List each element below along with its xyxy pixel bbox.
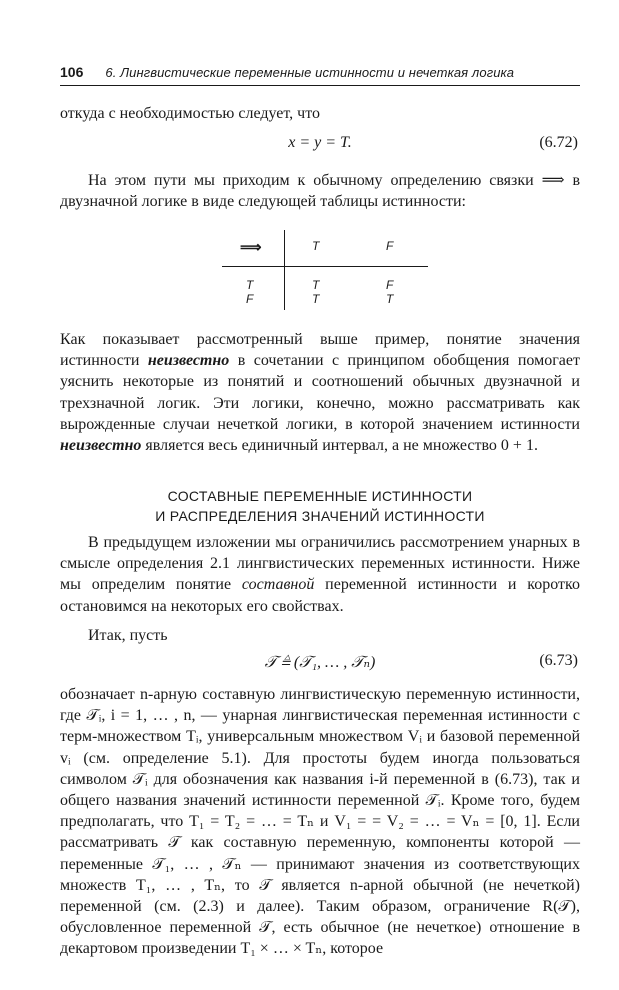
section-title <box>60 486 580 526</box>
equation-6-72 <box>60 134 580 156</box>
equation-6-73 <box>60 652 580 674</box>
equation-number: (6.73) <box>539 652 578 669</box>
paragraph-3 <box>60 532 580 617</box>
term-unknown: неизвестно <box>147 352 230 370</box>
table-header-t: T <box>312 239 320 253</box>
table-horizontal-rule <box>222 266 428 267</box>
running-title: 6. Лингвистические переменные истинности и нечеткая логика <box>105 65 515 80</box>
paragraph-2 <box>60 329 580 456</box>
table-cell: F <box>246 292 254 306</box>
table-cell: T <box>312 292 320 306</box>
paragraph-3-part-2: переменной истинности и коротко остановимся на некоторых его свойствах. <box>60 576 581 615</box>
paragraph-2-part-2: в сочетании с принципом обобщения помогает уяснить некоторые из понятий и соотношений обычных двузначной и трехзначной логик. Эти логики, конечно, можно рассматривать как вырожденные случаи нечеткой логики, в которой значением истинности <box>60 352 580 433</box>
running-header <box>60 64 580 80</box>
table-cell: F <box>386 278 394 292</box>
term-composite: составной <box>241 576 315 594</box>
table-header-f: F <box>386 239 394 253</box>
paragraph-3-part-1: В предыдущем изложении мы ограничились рассмотрением унарных в смысле определения 2.1 лингвистических переменных истинности. Ниже мы определим понятие <box>60 534 580 594</box>
table-cell: T <box>312 278 320 292</box>
header-rule <box>60 85 580 86</box>
table-cell: T <box>386 292 394 306</box>
intro-line: откуда с необходимостью следует, что <box>60 105 320 122</box>
paragraph-2-part-1: Как показывает рассмотренный выше пример, понятие значения истинности <box>60 331 580 370</box>
table-cell: T <box>246 278 254 292</box>
page-number: 106 <box>60 64 84 80</box>
term-unknown: неизвестно <box>60 437 142 455</box>
equation-formula: 𝒯 ≜ (𝒯₁, … , 𝒯ₙ) <box>264 654 376 671</box>
paragraph-2-part-3: является весь единичный интервал, а не множество 0 + 1. <box>141 437 538 455</box>
paragraph-5: обозначает n-арную составную лингвистическую переменную истинности, где 𝒯ᵢ, i = 1, … , n, — унарная лингвистическая переменная истинности с терм-множеством Tᵢ, универсальным множеством Vᵢ и базовой переменной vᵢ (см. определение 5.1). Для простоты будем иногда пользоваться символом 𝒯ᵢ для обозначения как названия i-й переменной в (6.73), так и общего названия значений истинности переменной 𝒯ᵢ. Кроме того, будем предполагать, что T₁ = T₂ = … = Tₙ и V₁ = = V₂ = … = Vₙ = [0, 1]. Если рассматривать 𝒯 как составную переменную, компоненты которой — переменные 𝒯₁, … , 𝒯ₙ — принимают значения из соответствующих множеств T₁, … , Tₙ, то 𝒯 является n-арной обычной (не нечеткой) переменной (см. (2.3) и далее). Таким образом, ограничение R(𝒯), обусловленное переменной 𝒯, есть обычное (не нечеткое) отношение в декартовом произведении T₁ × … × Tₙ, которое <box>60 686 580 958</box>
section-title-line-2: И РАСПРЕДЕЛЕНИЯ ЗНАЧЕНИЙ ИСТИННОСТИ <box>155 508 485 524</box>
section-title-line-1: СОСТАВНЫЕ ПЕРЕМЕННЫЕ ИСТИННОСТИ <box>167 488 473 504</box>
table-vertical-rule <box>284 230 285 310</box>
paragraph-1: На этом пути мы приходим к обычному определению связки ⟹ в двузначной логике в виде следующей таблицы истинности: <box>60 172 580 211</box>
paragraph-4: Итак, пусть <box>88 627 168 644</box>
table-header-implication: ⟹ <box>240 239 262 256</box>
equation-formula: x = y = T. <box>288 134 352 151</box>
equation-number: (6.72) <box>539 134 578 151</box>
truth-table <box>222 230 428 310</box>
